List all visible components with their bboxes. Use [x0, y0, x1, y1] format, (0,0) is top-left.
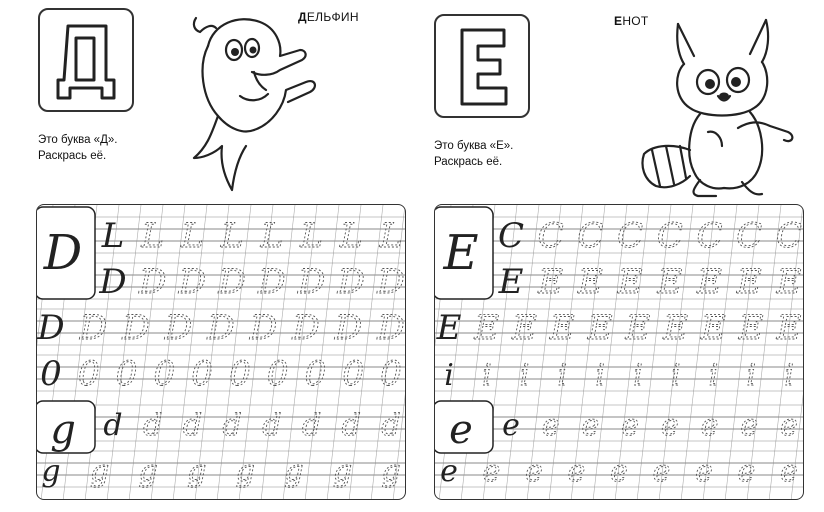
tracing-glyph: E	[776, 308, 802, 348]
sample-letter: D	[43, 225, 83, 281]
tracing-glyph: i	[784, 358, 794, 393]
tracing-row	[40, 354, 402, 394]
tracing-glyph: d	[103, 408, 123, 443]
tracing-glyph: D	[334, 308, 363, 348]
tracing-glyph: L	[220, 216, 244, 256]
tracing-glyph: i	[519, 358, 530, 393]
tracing-glyph: i	[595, 358, 605, 393]
tracing-glyph: D	[218, 262, 246, 302]
tracing-glyph: 0	[77, 354, 100, 394]
tracing-glyph: d	[381, 408, 401, 443]
tracing-glyph: D	[377, 262, 405, 302]
tracing-glyph: E	[587, 308, 613, 348]
tracing-glyph: i	[481, 358, 492, 393]
tracing-glyph: d	[262, 408, 282, 443]
sample-letter: E	[443, 225, 479, 281]
tracing-glyph: e	[737, 454, 756, 489]
tracing-glyph: g	[187, 454, 207, 489]
tracing-glyph: i	[633, 358, 643, 393]
copybook-grid-e	[435, 205, 804, 500]
tracing-row	[444, 358, 794, 393]
tracing-glyph: d	[341, 408, 361, 443]
tracing-glyph: e	[740, 408, 759, 443]
tracing-glyph: D	[207, 308, 235, 348]
tracing-row	[436, 308, 802, 348]
tracing-glyph: E	[701, 308, 726, 348]
tracing-glyph: E	[474, 308, 500, 348]
tracing-glyph: C	[775, 216, 803, 256]
tracing-glyph: e	[780, 454, 798, 489]
tracing-glyph: D	[297, 262, 326, 302]
tracing-glyph: e	[660, 408, 679, 443]
tracing-glyph: D	[37, 308, 65, 348]
tracing-glyph: e	[581, 408, 600, 443]
tracing-glyph: D	[249, 308, 278, 348]
tracing-glyph: E	[736, 262, 762, 302]
tracing-glyph: L	[181, 216, 204, 256]
tracing-glyph: d	[301, 408, 322, 443]
tracing-glyph: D	[258, 262, 286, 302]
tracing-glyph: E	[663, 308, 689, 348]
tracing-glyph: C	[497, 216, 525, 256]
tracing-glyph: e	[621, 408, 640, 443]
tracing-row	[502, 408, 798, 443]
tracing-glyph: D	[139, 262, 167, 302]
caption: Это буква «Д». Раскрась её.	[38, 134, 118, 162]
tracing-glyph: E	[617, 262, 643, 302]
tracing-glyph: 0	[191, 354, 213, 394]
page-letter-e	[412, 0, 824, 512]
writing-sheet-d	[36, 204, 406, 500]
tracing-glyph: E	[549, 308, 575, 348]
tracing-glyph: 0	[153, 354, 176, 394]
tracing-glyph: 0	[229, 354, 251, 394]
tracing-row	[103, 408, 400, 443]
word-label: ДЕЛЬФИН	[298, 10, 359, 24]
tracing-row	[101, 216, 403, 256]
letter-card-e	[434, 14, 530, 118]
tracing-glyph: i	[670, 358, 681, 393]
tracing-glyph: C	[736, 216, 763, 256]
tracing-glyph: D	[164, 308, 193, 348]
tracing-glyph: g	[138, 454, 158, 489]
tracing-glyph: E	[738, 308, 764, 348]
tracing-row	[440, 454, 798, 489]
tracing-glyph: e	[502, 408, 520, 443]
tracing-glyph: L	[260, 216, 284, 256]
tracing-glyph: i	[708, 358, 719, 393]
tracing-glyph: e	[567, 454, 586, 489]
raccoon-icon	[638, 10, 818, 202]
outline-letter-e	[436, 16, 528, 116]
tracing-glyph: e	[610, 454, 628, 489]
tracing-glyph: e	[780, 408, 798, 443]
tracing-glyph: d	[222, 408, 242, 443]
tracing-glyph: E	[512, 308, 537, 348]
tracing-glyph: d	[182, 408, 203, 443]
tracing-glyph: E	[776, 262, 802, 302]
tracing-glyph: D	[99, 262, 127, 302]
tracing-glyph: 0	[380, 354, 402, 394]
tracing-glyph: L	[379, 216, 403, 256]
dolphin-icon	[168, 6, 328, 196]
tracing-glyph: C	[656, 216, 683, 256]
tracing-glyph: e	[541, 408, 560, 443]
tracing-row	[37, 308, 405, 348]
tracing-row	[498, 262, 802, 302]
tracing-glyph: 0	[40, 354, 62, 394]
tracing-glyph: E	[498, 262, 524, 302]
tracing-glyph: L	[339, 216, 363, 256]
tracing-glyph: E	[657, 262, 683, 302]
tracing-glyph: 0	[266, 354, 289, 394]
tracing-glyph: i	[557, 358, 568, 393]
tracing-glyph: E	[538, 262, 564, 302]
tracing-glyph: e	[440, 454, 458, 489]
tracing-glyph: C	[537, 216, 564, 256]
tracing-glyph: e	[652, 454, 671, 489]
tracing-glyph: D	[292, 308, 320, 348]
tracing-glyph: C	[577, 216, 604, 256]
tracing-glyph: 0	[342, 354, 365, 394]
writing-sheet-e	[434, 204, 804, 500]
sample-letter: e	[449, 407, 473, 453]
tracing-glyph: e	[525, 454, 543, 489]
tracing-glyph: E	[436, 308, 462, 348]
tracing-glyph: g	[332, 454, 353, 489]
tracing-glyph: C	[617, 216, 644, 256]
tracing-glyph: 0	[304, 354, 327, 394]
tracing-glyph: i	[444, 358, 454, 393]
tracing-row	[41, 454, 400, 489]
tracing-glyph: D	[337, 262, 365, 302]
tracing-row	[98, 262, 404, 302]
tracing-glyph: g	[235, 454, 255, 489]
tracing-glyph: E	[625, 308, 651, 348]
tracing-glyph: e	[695, 454, 713, 489]
tracing-glyph: D	[178, 262, 207, 302]
tracing-glyph: D	[79, 308, 108, 348]
tracing-glyph: L	[300, 216, 323, 256]
tracing-glyph: E	[697, 262, 722, 302]
caption: Это буква «Е». Раскрась её.	[434, 140, 514, 168]
tracing-glyph: e	[482, 454, 501, 489]
tracing-row	[498, 216, 802, 256]
tracing-glyph: E	[578, 262, 603, 302]
tracing-glyph: D	[122, 308, 150, 348]
tracing-glyph: g	[41, 454, 61, 489]
tracing-glyph: e	[700, 408, 719, 443]
tracing-glyph: i	[746, 358, 757, 393]
outline-letter-d	[40, 10, 132, 110]
tracing-glyph: g	[284, 454, 304, 489]
tracing-glyph: g	[89, 454, 110, 489]
letter-card-d	[38, 8, 134, 112]
sample-letter: g	[50, 407, 76, 453]
tracing-glyph: d	[143, 408, 163, 443]
tracing-glyph: g	[381, 454, 401, 489]
copybook-grid-d	[37, 205, 406, 500]
tracing-glyph: C	[696, 216, 723, 256]
tracing-glyph: D	[377, 308, 405, 348]
tracing-glyph: L	[141, 216, 165, 256]
tracing-glyph: L	[101, 216, 125, 256]
word-label: ЕНОТ	[614, 14, 649, 28]
tracing-glyph: 0	[115, 354, 138, 394]
